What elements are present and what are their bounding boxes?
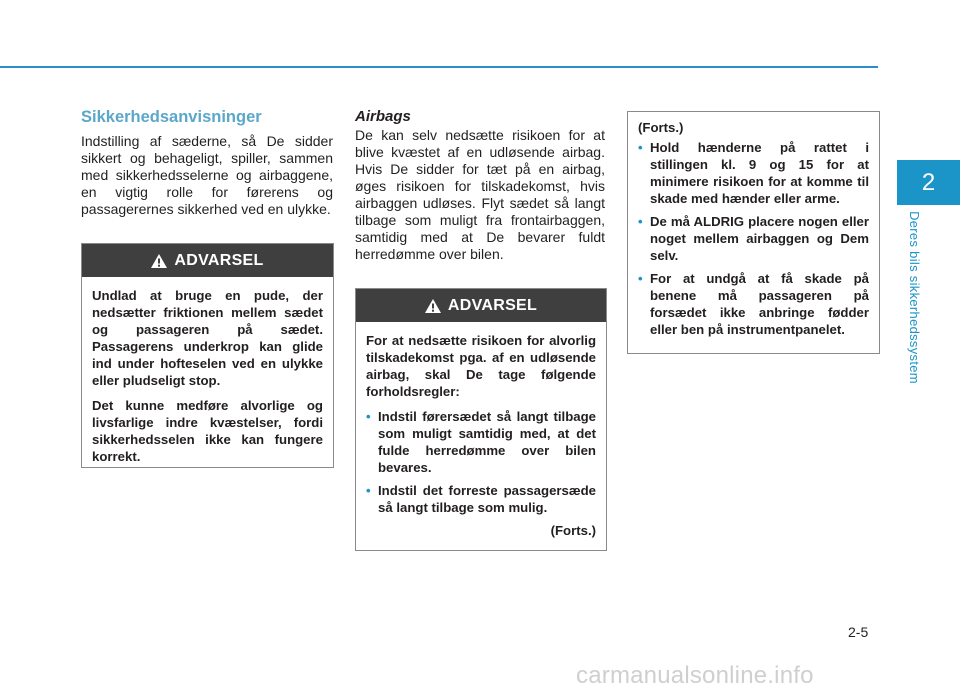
bullet-icon: • [366, 483, 371, 498]
airbags-paragraph: De kan selv nedsætte risikoen for at blive kvæstet af en udløsende airbag. Hvis De sidder for tæt på en airbag, øges risikoen for tilskadekomst, hvis airbaggen udløses. Flyt sædet så langt tilbage som muligt fra frontairbaggen, samtidig med at De bevarer fuldt herredømme over bilen. [355, 127, 605, 262]
airbags-heading: Airbags [355, 108, 411, 125]
warning-box-cushion [81, 243, 334, 468]
chapter-number: 2 [921, 168, 936, 196]
warning-bullet-list [638, 139, 869, 338]
warning-paragraph: Undlad at bruge en pude, der nedsætter friktionen mellem sædet og passageren på sædet. Passagerens underkrop kan glide ind under hofteselen ved en ulykke eller pludseligt stop. [92, 288, 323, 388]
warning-paragraph: Det kunne medføre alvorlige og livsfarlige indre kvæstelser, fordi sikkerhedsselen ikke kan fungere korrekt. [92, 398, 323, 464]
bullet-icon: • [366, 409, 371, 424]
warning-box-continued [627, 111, 880, 354]
list-item: • For at undgå at få skade på benene må passageren på forsædet ikke anbringe fødder eller ben på instrumentpanelet. [638, 271, 869, 337]
warning-intro: For at nedsætte risikoen for alvorlig tilskadekomst pga. af en udløsende airbag, skal De tage følgende forholdsregler: [366, 333, 596, 399]
warning-body [356, 322, 606, 547]
continued-label: (Forts.) [550, 523, 596, 538]
warning-bullet-list [366, 408, 596, 516]
warning-body [82, 277, 333, 481]
list-item: • Indstil førersædet så langt tilbage som muligt samtidig med, at det fulde herredømme over bilen bevares. [366, 409, 596, 475]
list-item: • Indstil det forreste passagersæde så langt tilbage som mulig. [366, 483, 596, 515]
chapter-number-tab [897, 160, 960, 205]
bullet-icon: • [638, 140, 643, 155]
section-heading: Sikkerhedsanvisninger [81, 108, 262, 126]
warning-body [628, 112, 879, 352]
list-item: • De må ALDRIG placere nogen eller noget mellem airbaggen og Dem selv. [638, 214, 869, 263]
warning-header [82, 244, 333, 277]
warning-triangle-icon [425, 299, 441, 313]
watermark: carmanualsonline.info [576, 662, 814, 689]
continued-header: (Forts.) [638, 120, 684, 135]
warning-box-airbag [355, 288, 607, 551]
warning-header [356, 289, 606, 322]
bullet-icon: • [638, 271, 643, 286]
warning-label: ADVARSEL [447, 296, 538, 314]
chapter-title: Deres bils sikkerhedssystem [906, 211, 922, 384]
top-rule [0, 66, 878, 68]
left-column [81, 108, 333, 218]
page-number: 2-5 [848, 624, 869, 640]
warning-triangle-icon [151, 254, 167, 268]
middle-column [355, 108, 605, 263]
bullet-icon: • [638, 214, 643, 229]
intro-paragraph: Indstilling af sæderne, så De sidder sikkert og behageligt, spiller, sammen med sikkerhedsselerne og airbaggene, en vigtig rolle for førerens og passagerernes sikkerhed ved en ulykke. [81, 133, 333, 217]
warning-label: ADVARSEL [174, 251, 264, 269]
list-item: • Hold hænderne på rattet i stillingen kl. 9 og 15 for at minimere risikoen for at komme til skade med hænder eller arme. [638, 140, 869, 206]
chapter-title-vertical [901, 200, 927, 395]
